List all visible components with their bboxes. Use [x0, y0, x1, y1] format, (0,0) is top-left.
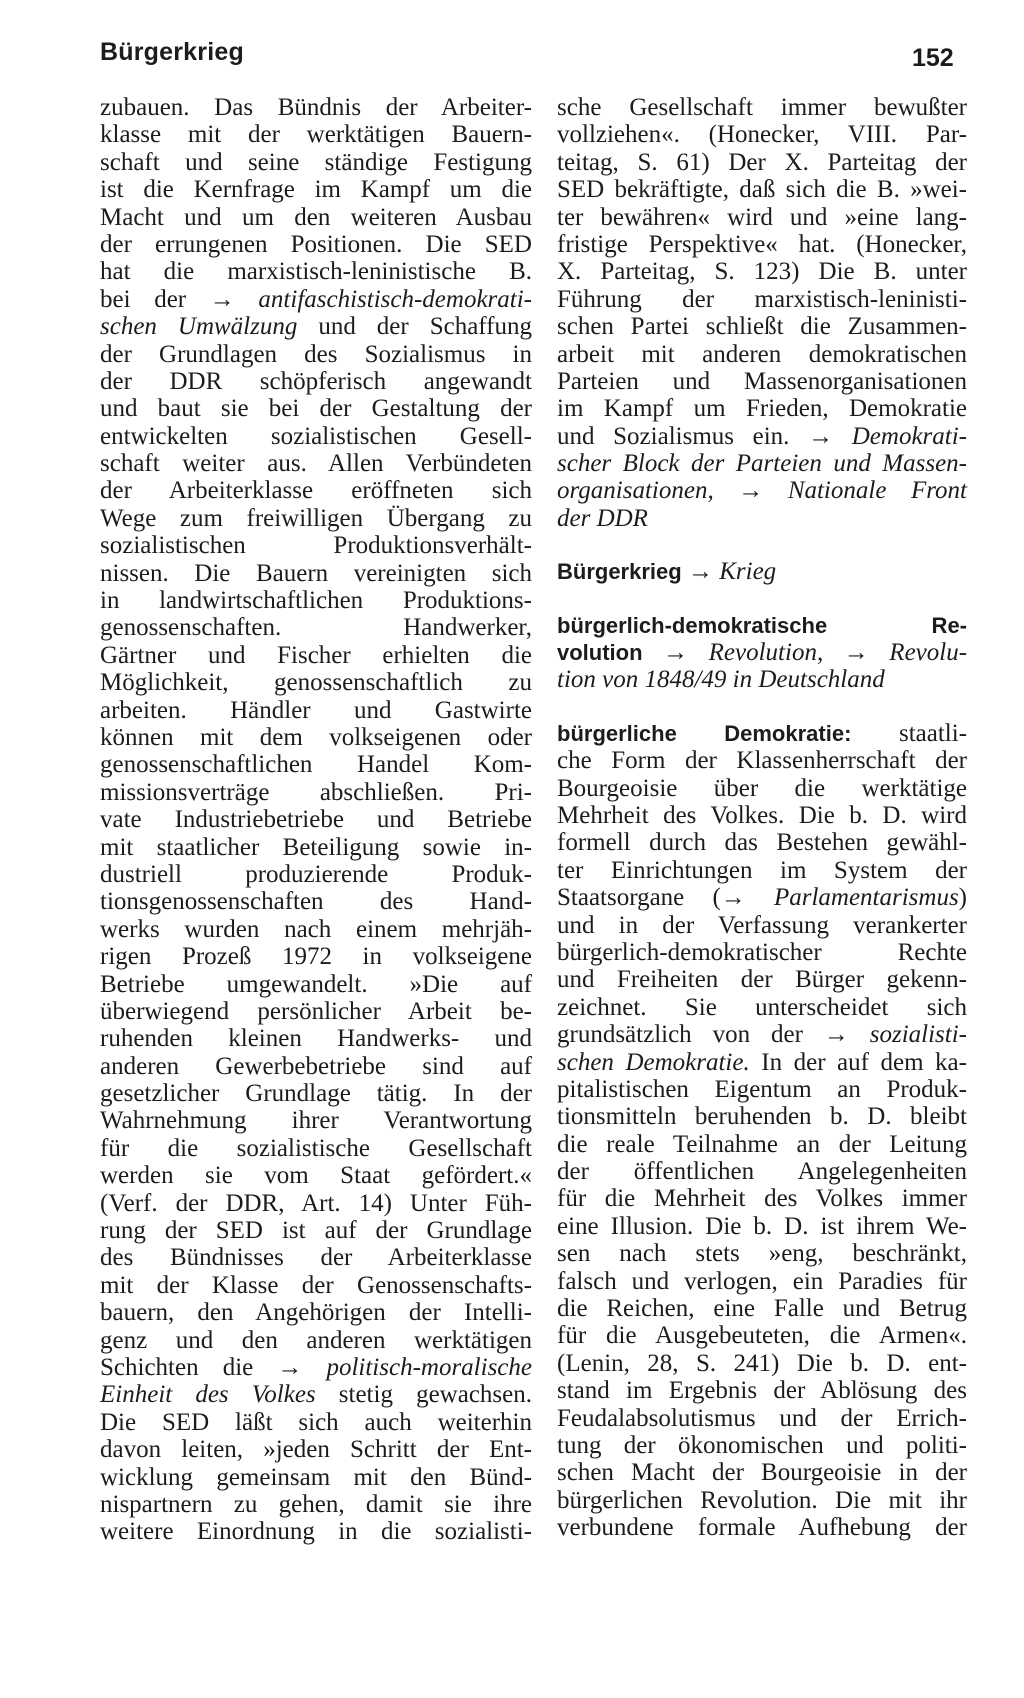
- cross-reference-arrow: →: [663, 639, 689, 667]
- text-line: und Sozialismus ein. → Demokrati-: [557, 422, 967, 450]
- text-line: bürgerlich-demokratischer Rechte: [557, 938, 967, 966]
- text-line: Gärtner und Fischer erhielten die: [100, 641, 532, 669]
- cross-reference-arrow: →: [687, 558, 713, 586]
- page-number: 152: [912, 44, 954, 72]
- text-line: ter Einrichtungen im System der: [557, 856, 967, 884]
- text-line: falsch und verlogen, ein Paradies für: [557, 1267, 967, 1295]
- text-line: stand im Ergebnis der Ablösung des: [557, 1377, 967, 1405]
- entry-buergerlich-demokratische-revolution: [557, 612, 967, 694]
- cross-reference: Revolu-: [889, 639, 968, 667]
- text-line: bei der → antifaschistisch-demokrati-: [100, 285, 532, 313]
- text-line: der Grundlagen des Sozialismus in: [100, 340, 532, 368]
- text-line: können mit dem volkseigenen oder: [100, 723, 532, 751]
- text-line: und Freiheiten der Bürger gekenn-: [557, 966, 967, 994]
- text-line: schaft und seine ständige Festigung: [100, 148, 532, 176]
- text-line: mit der Klasse der Genossenschafts-: [100, 1271, 532, 1299]
- text-line: bürgerlichen Revolution. Die mit ihr: [557, 1486, 967, 1514]
- text-line: im Kampf um Frieden, Demokratie: [557, 395, 967, 423]
- text-line: schen Demokratie. In der auf dem ka-: [557, 1048, 967, 1076]
- text-line: Staatsorgane (→ Parlamentarismus): [557, 884, 967, 912]
- text-line: Mehrheit des Volkes. Die b. D. wird: [557, 801, 967, 829]
- text-line: nispartnern zu gehen, damit sie ihre: [100, 1490, 532, 1518]
- text-line: Wahrnehmung ihrer Verantwortung: [100, 1107, 532, 1135]
- running-head: Bürgerkrieg: [100, 38, 244, 66]
- headword: Bürgerkrieg: [557, 559, 682, 585]
- left-column: [100, 94, 532, 1546]
- text-line: und in der Verfassung verankerter: [557, 911, 967, 939]
- text-line: ter bewähren« wird und »eine lang-: [557, 203, 967, 231]
- text-line: fristige Perspektive« hat. (Honecker,: [557, 230, 967, 258]
- text-line: zubauen. Das Bündnis der Arbeiter-: [100, 94, 532, 121]
- text-line: SED bekräftigte, daß sich die B. »wei-: [557, 176, 967, 204]
- text-line: schen Macht der Bourgeoisie in der: [557, 1459, 967, 1487]
- text-line: arbeit mit anderen demokratischen: [557, 340, 967, 368]
- text-line: Feudalabsolutismus und der Errich-: [557, 1404, 967, 1432]
- text-line: missionsverträge abschließen. Pri-: [100, 778, 532, 806]
- text-line: Möglichkeit, genossenschaftlich zu: [100, 669, 532, 697]
- text-line: überwiegend persönlicher Arbeit be-: [100, 997, 532, 1025]
- text-line: eine Illusion. Die b. D. ist ihrem We-: [557, 1212, 967, 1240]
- cross-reference-arrow: →: [843, 639, 869, 667]
- text-line: schaft weiter aus. Allen Verbündeten: [100, 450, 532, 478]
- text-line: tionsmitteln beruhenden b. D. bleibt: [557, 1103, 967, 1131]
- text-line: wicklung gemeinsam mit den Bünd-: [100, 1463, 532, 1491]
- text-line: teitag, S. 61) Der X. Parteitag der: [557, 148, 967, 176]
- text-line: ruhenden kleinen Handwerks- und: [100, 1025, 532, 1053]
- text-line: der DDR: [557, 504, 648, 532]
- text-line: für die Ausgebeuteten, die Armen«.: [557, 1322, 967, 1350]
- text-line: verbundene formale Aufhebung der: [557, 1514, 967, 1542]
- continuation-paragraph: [557, 94, 967, 532]
- text-line: rung der SED ist auf der Grundlage: [100, 1217, 532, 1245]
- text-line: organisationen, → Nationale Front: [557, 477, 967, 505]
- entry-line: [557, 612, 967, 639]
- cross-reference: Krieg: [719, 558, 777, 586]
- headword: bürgerliche Demokratie:: [557, 720, 852, 746]
- text-line: Parteien und Massenorganisationen: [557, 367, 967, 395]
- text-line: scher Block der Parteien und Massen-: [557, 450, 967, 478]
- right-column: [557, 94, 967, 1542]
- text-line: nissen. Die Bauern vereinigten sich: [100, 559, 532, 587]
- text-line: Die SED läßt sich auch weiterhin: [100, 1408, 532, 1436]
- text-line: Macht und um den weiteren Ausbau: [100, 203, 532, 231]
- text-line: ist die Kernfrage im Kampf um die: [100, 176, 532, 204]
- text-line: zeichnet. Sie unterscheidet sich: [557, 993, 967, 1021]
- entry-spacer: [557, 586, 967, 612]
- entry-line: [557, 639, 967, 666]
- entry-buergerkrieg: [557, 558, 967, 585]
- text-line: tionsgenossenschaften des Hand-: [100, 888, 532, 916]
- headword: volution: [557, 640, 643, 666]
- text-line: Einheit des Volkes stetig gewachsen.: [100, 1381, 532, 1409]
- text-line: tung der ökonomischen und politi-: [557, 1431, 967, 1459]
- text-line: werden sie vom Staat gefördert.«: [100, 1162, 532, 1190]
- text-line: entwickelten sozialistischen Gesell-: [100, 422, 532, 450]
- text-line: die Reichen, eine Falle und Betrug: [557, 1295, 967, 1323]
- text-line: für die sozialistische Gesellschaft: [100, 1134, 532, 1162]
- text-line: weitere Einordnung in die sozialisti-: [100, 1518, 532, 1546]
- text-line: genossenschaften. Handwerker,: [100, 614, 532, 642]
- text-line: formell durch das Bestehen gewähl-: [557, 829, 967, 857]
- text-line: vate Industriebetriebe und Betriebe: [100, 806, 532, 834]
- text-line: der öffentlichen Angelegenheiten: [557, 1158, 967, 1186]
- text-line: sozialistischen Produktionsverhält-: [100, 532, 532, 560]
- text-line: die reale Teilnahme an der Leitung: [557, 1130, 967, 1158]
- text-line: für die Mehrheit des Volkes immer: [557, 1185, 967, 1213]
- text-line: der Arbeiterklasse eröffneten sich: [100, 477, 532, 505]
- text-line: Führung der marxistisch-leninisti-: [557, 285, 967, 313]
- text-line: und baut sie bei der Gestaltung der: [100, 395, 532, 423]
- cross-reference: tion von 1848/49 in Deutschland: [557, 666, 885, 694]
- text-line: genossenschaftlichen Handel Kom-: [100, 751, 532, 779]
- entry-spacer: [557, 532, 967, 558]
- text-line: Schichten die → politisch-moralische: [100, 1353, 532, 1381]
- text-line: (Verf. der DDR, Art. 14) Unter Füh-: [100, 1189, 532, 1217]
- text-line: (Lenin, 28, S. 241) Die b. D. ent-: [557, 1349, 967, 1377]
- text-line: gesetzlicher Grundlage tätig. In der: [100, 1080, 532, 1108]
- text-line: grundsätzlich von der → sozialisti-: [557, 1021, 967, 1049]
- cross-reference: Revolution,: [708, 639, 824, 667]
- text-line: werks wurden nach einem mehrjäh-: [100, 915, 532, 943]
- entry-buergerliche-demokratie: [557, 720, 967, 1542]
- headword: bürgerlich-demokratische Re-: [557, 612, 967, 638]
- text-line: der errungenen Positionen. Die SED: [100, 230, 532, 258]
- text-line: davon leiten, »jeden Schritt der Ent-: [100, 1436, 532, 1464]
- text-line: genz und den anderen werktätigen: [100, 1326, 532, 1354]
- text-line: schen Partei schließt die Zusammen-: [557, 313, 967, 341]
- entry-spacer: [557, 694, 967, 720]
- text-line: X. Parteitag, S. 123) Die B. unter: [557, 258, 967, 286]
- entry-body: [557, 747, 967, 1541]
- text-line: anderen Gewerbebetriebe sind auf: [100, 1052, 532, 1080]
- text-line: rigen Prozeß 1972 in volkseigene: [100, 943, 532, 971]
- entry-line: [557, 666, 967, 693]
- page-header: [0, 0, 1024, 80]
- text-line: hat die marxistisch-leninistische B.: [100, 258, 532, 286]
- text-line: in landwirtschaftlichen Produktions-: [100, 587, 532, 615]
- text-line: pitalistischen Eigentum an Produk-: [557, 1075, 967, 1103]
- text-line: mit staatlicher Beteiligung sowie in-: [100, 833, 532, 861]
- body-text: staatli-: [898, 719, 968, 747]
- text-line: der DDR schöpferisch angewandt: [100, 367, 532, 395]
- text-line: Wege zum freiwilligen Übergang zu: [100, 504, 532, 532]
- entry-line: [557, 720, 967, 747]
- text-line: vollziehen«. (Honecker, VIII. Par-: [557, 121, 967, 149]
- text-line: Betriebe umgewandelt. »Die auf: [100, 970, 532, 998]
- text-line: dustriell produzierende Produk-: [100, 860, 532, 888]
- text-line: Bourgeoisie über die werktätige: [557, 774, 967, 802]
- text-line: sche Gesellschaft immer bewußter: [557, 94, 967, 121]
- text-line: schen Umwälzung und der Schaffung: [100, 313, 532, 341]
- text-line: sen nach stets »eng, beschränkt,: [557, 1240, 967, 1268]
- text-line: che Form der Klassenherrschaft der: [557, 747, 967, 775]
- text-line: arbeiten. Händler und Gastwirte: [100, 696, 532, 724]
- text-line: bauern, den Angehörigen der Intelli-: [100, 1299, 532, 1327]
- text-line: des Bündnisses der Arbeiterklasse: [100, 1244, 532, 1272]
- text-line: klasse mit der werktätigen Bauern-: [100, 121, 532, 149]
